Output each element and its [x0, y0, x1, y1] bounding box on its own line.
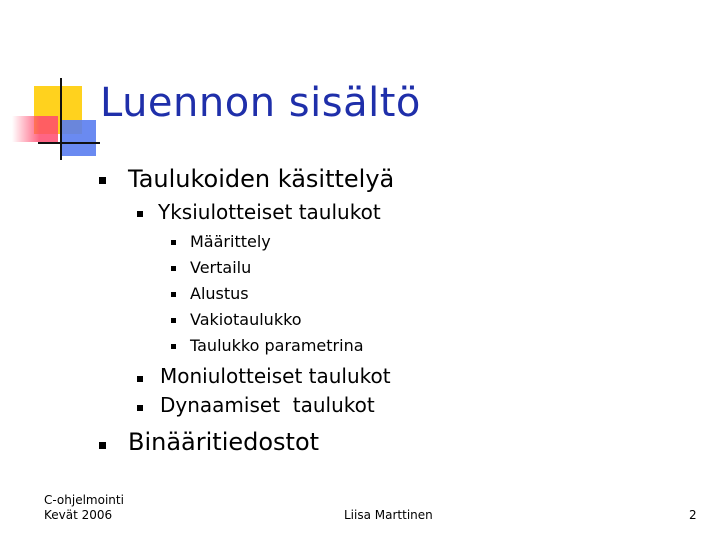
bullet-item: Alustus: [190, 284, 249, 303]
bullet-square-icon: [171, 240, 176, 245]
footer-term: Kevät 2006: [44, 508, 113, 522]
bullet-square-icon: [99, 442, 106, 449]
bullet-item: Määrittely: [190, 232, 271, 251]
bullet-square-icon: [171, 318, 176, 323]
page-number: 2: [689, 508, 697, 522]
footer-author: Liisa Marttinen: [344, 508, 433, 522]
bullet-square-icon: [171, 292, 176, 297]
bullet-item: Vertailu: [190, 258, 252, 277]
horizontal-line: [38, 142, 100, 144]
footer-course: C-ohjelmointi: [44, 493, 124, 507]
bullet-square-icon: [171, 344, 176, 349]
bullet-item: Binääritiedostot: [128, 428, 320, 456]
bullet-square-icon: [137, 376, 143, 382]
bullet-item: Taulukko parametrina: [190, 336, 364, 355]
slide-title: Luennon sisältö: [100, 80, 421, 126]
bullet-item: Taulukoiden käsittelyä: [128, 165, 395, 193]
vertical-line: [60, 78, 62, 160]
bullet-item: Dynaamiset taulukot: [160, 393, 375, 417]
bullet-square-icon: [137, 211, 143, 217]
blue-square: [62, 120, 96, 156]
bullet-item: Vakiotaulukko: [190, 310, 302, 329]
bullet-square-icon: [171, 266, 176, 271]
bullet-square-icon: [99, 177, 106, 184]
red-bar: [12, 116, 58, 142]
bullet-square-icon: [137, 405, 143, 411]
bullet-item: Moniulotteiset taulukot: [160, 364, 391, 388]
bullet-item: Yksiulotteiset taulukot: [158, 200, 381, 224]
